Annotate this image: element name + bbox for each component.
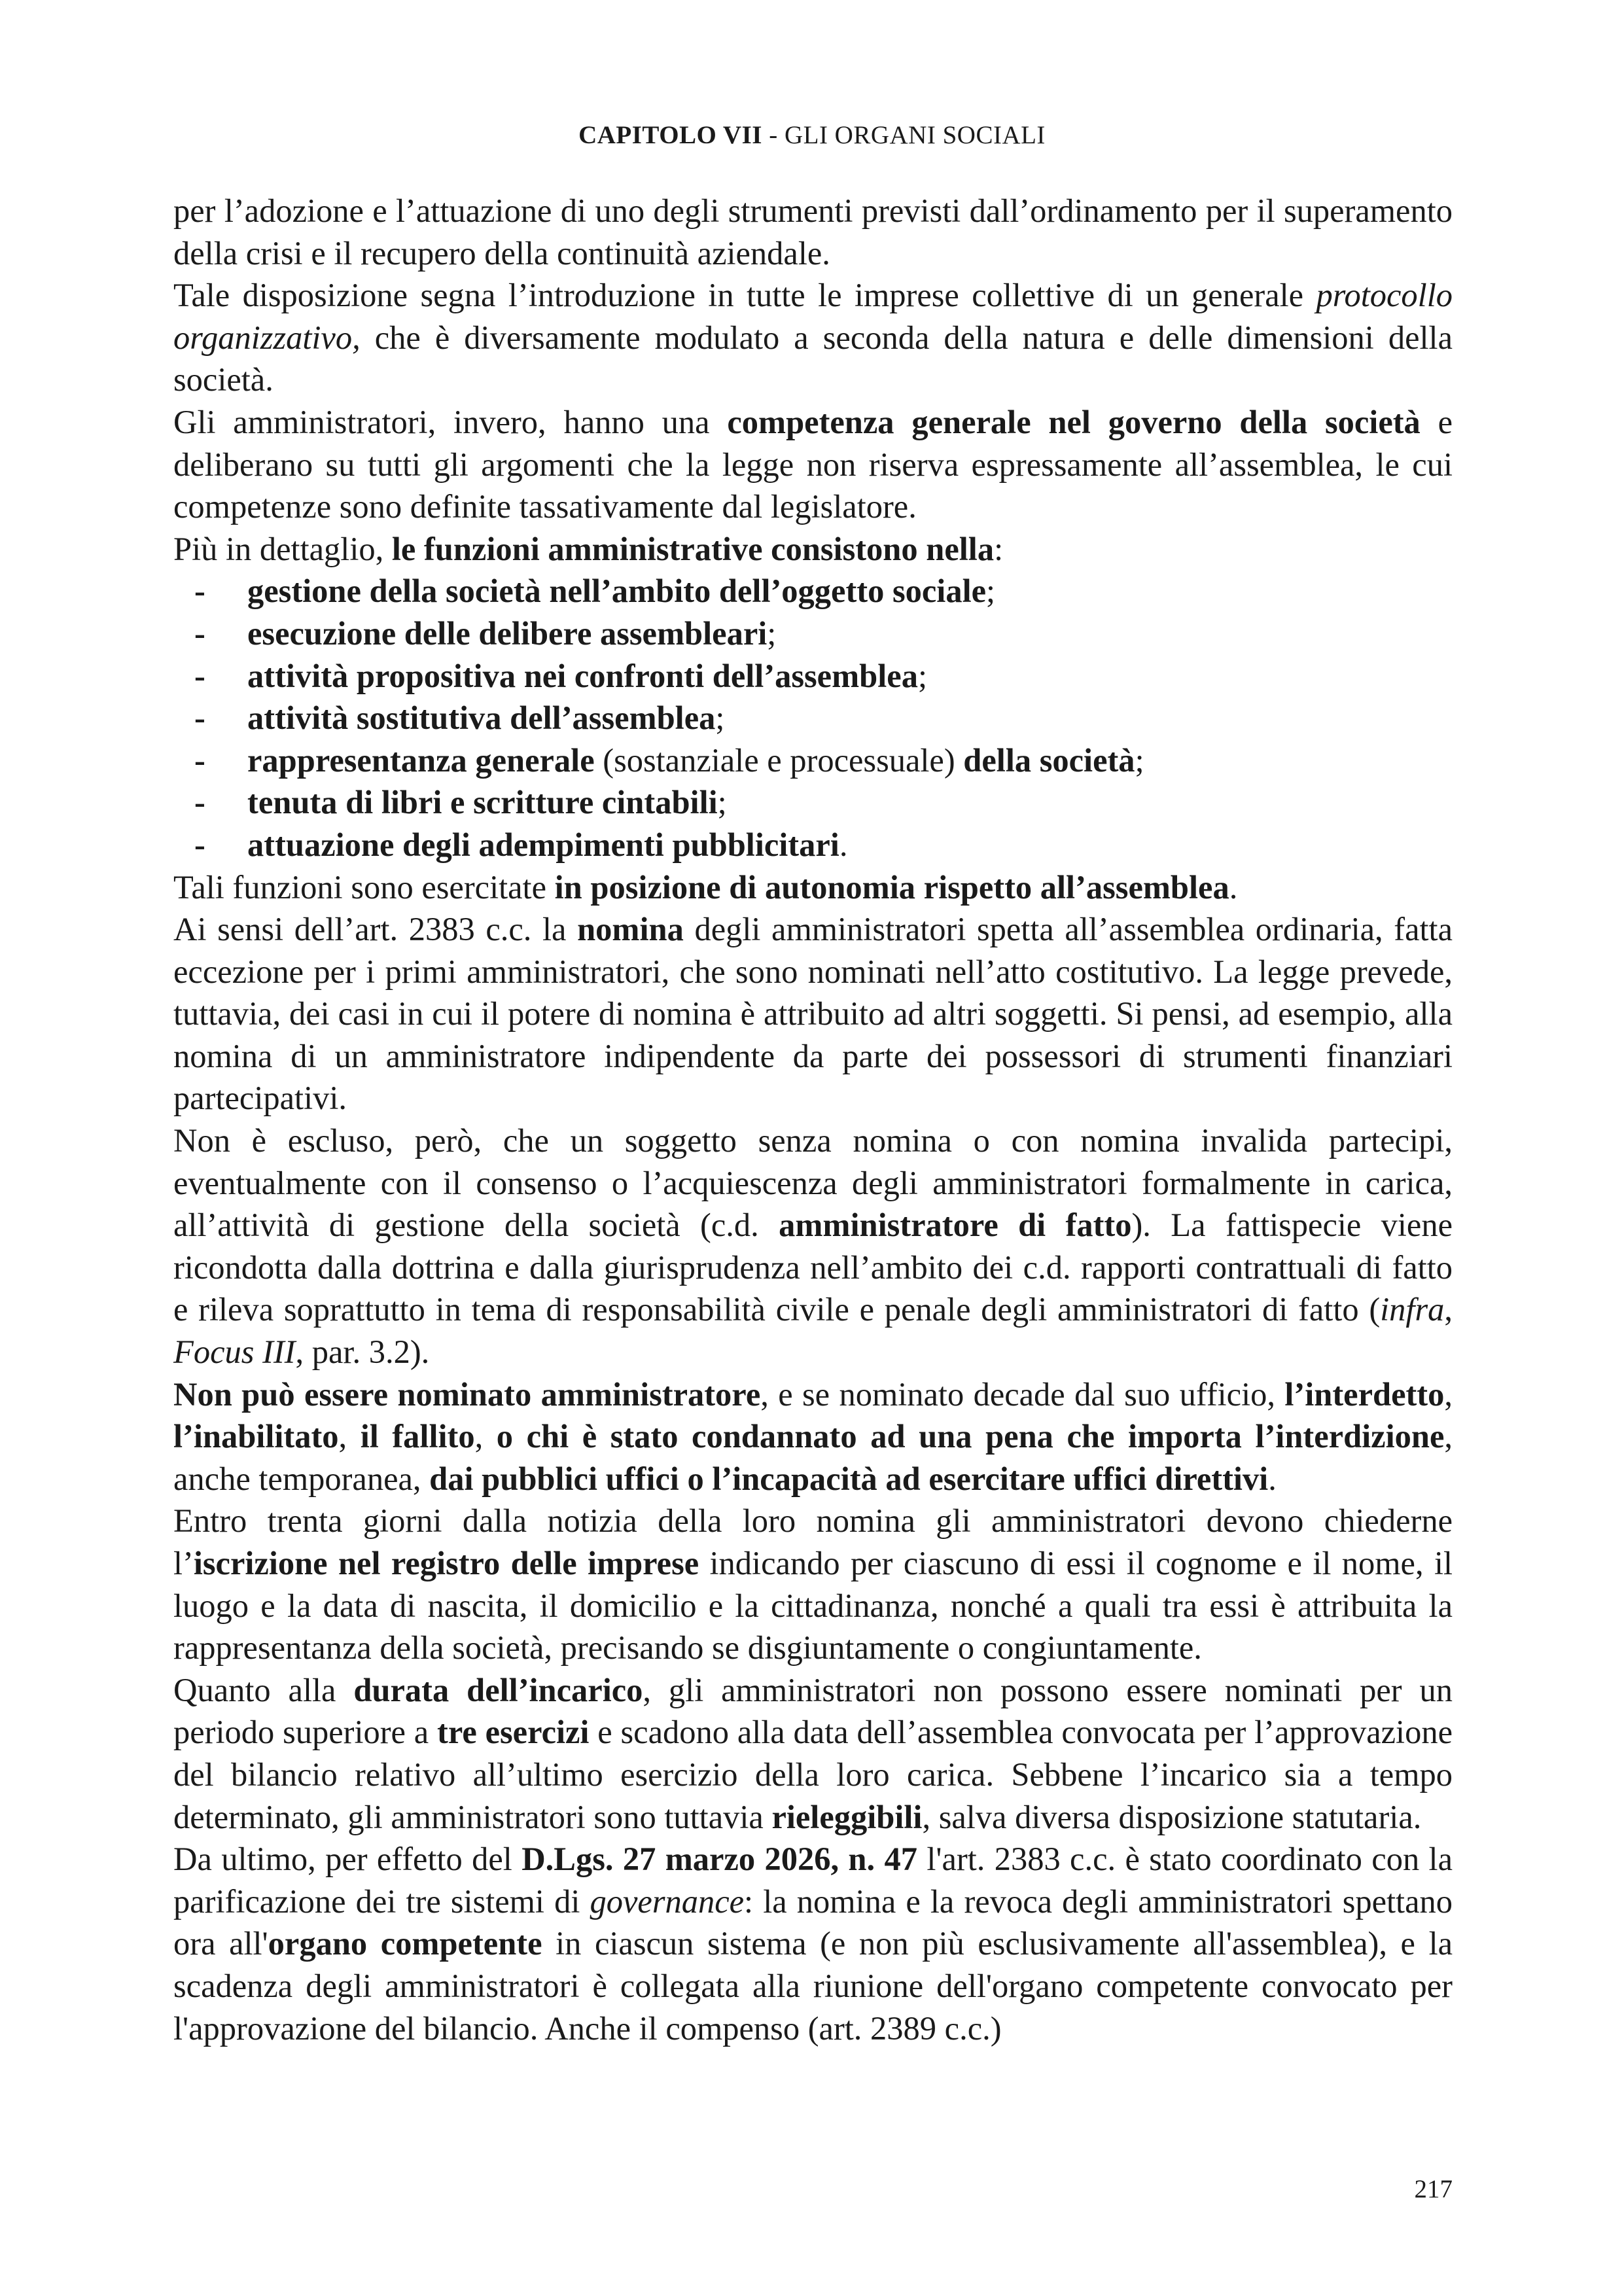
bold-run: rappresentanza generale — [247, 741, 595, 779]
text-run: , salva diversa disposizione statutaria. — [922, 1798, 1422, 1835]
paragraph — [173, 866, 1453, 909]
bold-run: organo competente — [268, 1925, 542, 1962]
text-run: , par. 3.2). — [295, 1333, 430, 1371]
text-run: ; — [717, 784, 727, 821]
text-run: e deliberano su tutti gli argomenti che la legge non riserva espressamente all’assemblea, le cui competenze sono definite tassativamente dal legislatore. — [173, 403, 1453, 525]
bold-run: l’inabilitato — [173, 1418, 339, 1455]
paragraph — [173, 401, 1453, 528]
list-item — [173, 697, 1453, 739]
text-run: , anche temporanea, — [173, 1418, 1453, 1497]
chapter-label: CAPITOLO VII — [578, 121, 762, 149]
bold-run: dai pubblici uffici o l’incapacità ad esercitare uffici direttivi — [429, 1460, 1269, 1497]
text-run: ; — [715, 699, 725, 737]
text-run: , e se nominato decade dal suo ufficio, — [760, 1375, 1285, 1413]
text-run: : — [994, 530, 1004, 567]
bold-run: Non può essere nominato amministratore — [173, 1375, 761, 1413]
list-item — [173, 781, 1453, 824]
text-run: , — [474, 1418, 497, 1455]
text-run: ; — [767, 614, 777, 652]
paragraphs-before-list — [173, 190, 1453, 570]
text-run: ; — [1135, 741, 1144, 779]
list-item — [173, 824, 1453, 866]
paragraph — [173, 1500, 1453, 1669]
text-run: Tali funzioni sono esercitate — [173, 868, 555, 906]
bold-run: della società — [963, 741, 1135, 779]
bold-run: nomina — [577, 911, 684, 948]
text-run: Non è escluso, però, che un soggetto senza nomina o con nomina invalida partecipi, eventualmente con il consenso o l’acquiescenza degli amministratori formalmente in carica, all’attività di gestione della società (c.d. — [173, 1122, 1453, 1244]
bullet-dash: - — [194, 826, 205, 863]
bullet-dash: - — [194, 573, 205, 610]
bold-run: durata dell’incarico — [353, 1671, 643, 1708]
paragraph — [173, 274, 1453, 401]
chapter-title: GLI ORGANI SOCIALI — [784, 121, 1046, 149]
bold-run: le funzioni amministrative consistono nella — [391, 530, 995, 567]
text-run: , — [338, 1418, 361, 1455]
list-item — [173, 612, 1453, 655]
bold-run: tre esercizi — [437, 1714, 590, 1751]
page-number: 217 — [1414, 2175, 1453, 2203]
bold-run: gestione della società nell’ambito dell’oggetto sociale — [247, 573, 987, 610]
bold-run: in posizione di autonomia rispetto all’assemblea — [554, 868, 1229, 906]
bold-run: rieleggibili — [771, 1798, 923, 1835]
paragraph — [173, 1120, 1453, 1373]
text-run: Gli amministratori, invero, hanno una — [173, 403, 728, 440]
bold-run: tenuta di libri e scritture cintabili — [247, 784, 718, 821]
paragraph — [173, 190, 1453, 274]
paragraph — [173, 908, 1453, 1120]
list-item — [173, 655, 1453, 698]
text-run: indicando per ciascuno di essi il cognome e il nome, il luogo e la data di nascita, il domicilio e la cittadinanza, nonché a quali tra essi è attribuita la rappresentanza della società, precisando se disgiuntamente o congiuntamente. — [173, 1545, 1453, 1667]
italic-run: governance — [590, 1882, 745, 1920]
bullet-dash: - — [194, 741, 205, 779]
list-item — [173, 570, 1453, 612]
paragraph — [173, 1669, 1453, 1838]
bold-run: amministratore di fatto — [779, 1207, 1132, 1244]
text-run: Tale disposizione segna l’introduzione in tutte le imprese collettive di un generale — [173, 277, 1316, 314]
italic-run: Focus III — [173, 1333, 296, 1371]
bold-run: attuazione degli adempimenti pubblicitari — [247, 826, 839, 863]
text-run: ). La fattispecie viene ricondotta dalla dottrina e dalla giurisprudenza nell’ambito dei c.d. rapporti contrattuali di fatto e rileva soprattutto in tema di responsabilità civile e penale degli amministratori di fatto ( — [173, 1207, 1453, 1328]
paragraph — [173, 528, 1453, 571]
text-run: , — [1444, 1291, 1453, 1328]
bullet-dash: - — [194, 784, 205, 821]
bold-run: competenza generale nel governo della società — [727, 403, 1421, 440]
bold-run: D.Lgs. 27 marzo 2026, n. 47 — [521, 1841, 917, 1878]
text-run: Da ultimo, per effetto del — [173, 1841, 522, 1878]
bullet-dash: - — [194, 614, 205, 652]
text-run: ; — [917, 657, 927, 694]
text-run: . — [1229, 868, 1238, 906]
bold-run: o chi è stato condannato ad una pena che importa l’interdizione — [496, 1418, 1445, 1455]
text-run: , gli amministratori non possono essere nominati per un periodo superiore a — [173, 1671, 1453, 1751]
text-run: per l’adozione e l’attuazione di uno degli strumenti previsti dall’ordinamento per il superamento della crisi e il recupero della continuità aziendale. — [173, 192, 1453, 272]
text-run: Quanto alla — [173, 1671, 354, 1708]
paragraph — [173, 1838, 1453, 2049]
bullet-dash: - — [194, 699, 205, 737]
bold-run: il fallito — [360, 1418, 475, 1455]
text-run: in ciascun sistema (e non più esclusivamente all'assemblea), e la scadenza degli amministratori è collegata alla riunione dell'organo competente convocato per l'approvazione del bilancio. Anche il compenso (art. 2389 c.c.) — [173, 1925, 1453, 2047]
text-run: Ai sensi dell’art. 2383 c.c. la — [173, 911, 578, 948]
bold-run: attività sostitutiva dell’assemblea — [247, 699, 716, 737]
body-text — [173, 190, 1453, 2049]
bold-run: iscrizione nel registro delle imprese — [193, 1545, 699, 1581]
paragraph — [173, 1373, 1453, 1500]
text-run: l'art. 2383 c.c. è stato coordinato con la parificazione dei tre sistemi di — [173, 1841, 1453, 1920]
text-run: Più in dettaglio, — [173, 530, 392, 567]
text-run: : la nomina e la revoca degli amministratori spettano ora all' — [173, 1882, 1453, 1962]
text-run: . — [839, 826, 848, 863]
bold-run: esecuzione delle delibere assembleari — [247, 614, 768, 652]
text-run: degli amministratori spetta all’assemblea ordinaria, fatta eccezione per i primi amministratori, che sono nominati nell’atto costitutivo. La legge prevede, tuttavia, dei casi in cui il potere di nomina è attribuito ad altri soggetti. Si pensi, ad esempio, alla nomina di un amministratore indipendente da parte dei possessori di strumenti finanziari partecipativi. — [173, 911, 1453, 1117]
header-separator: - — [762, 121, 785, 149]
text-run: Entro trenta giorni dalla notizia della loro nomina gli amministratori devono chiederne l’ — [173, 1502, 1453, 1581]
bold-run: attività propositiva nei confronti dell’assemblea — [247, 657, 918, 694]
bold-run: l’interdetto — [1284, 1375, 1445, 1413]
text-run: (sostanziale e processuale) — [594, 741, 964, 779]
italic-run: infra — [1380, 1291, 1445, 1328]
bullet-dash: - — [194, 657, 205, 694]
text-run: che è diversamente modulato a seconda della natura e delle dimensioni della società. — [173, 319, 1453, 398]
text-run: . — [1268, 1460, 1277, 1497]
list-item — [173, 739, 1453, 782]
italic-run: protocollo organizzativo, — [173, 277, 1453, 356]
paragraphs-after-list — [173, 866, 1453, 2050]
running-head — [0, 120, 1624, 151]
text-run: ; — [986, 573, 996, 610]
text-run: e scadono alla data dell’assemblea convocata per l’approvazione del bilancio relativo all’ultimo esercizio della loro carica. Sebbene l’incarico sia a tempo determinato, gli amministratori sono tuttavia — [173, 1714, 1453, 1835]
text-run: , — [1444, 1375, 1453, 1413]
functions-list — [173, 570, 1453, 866]
